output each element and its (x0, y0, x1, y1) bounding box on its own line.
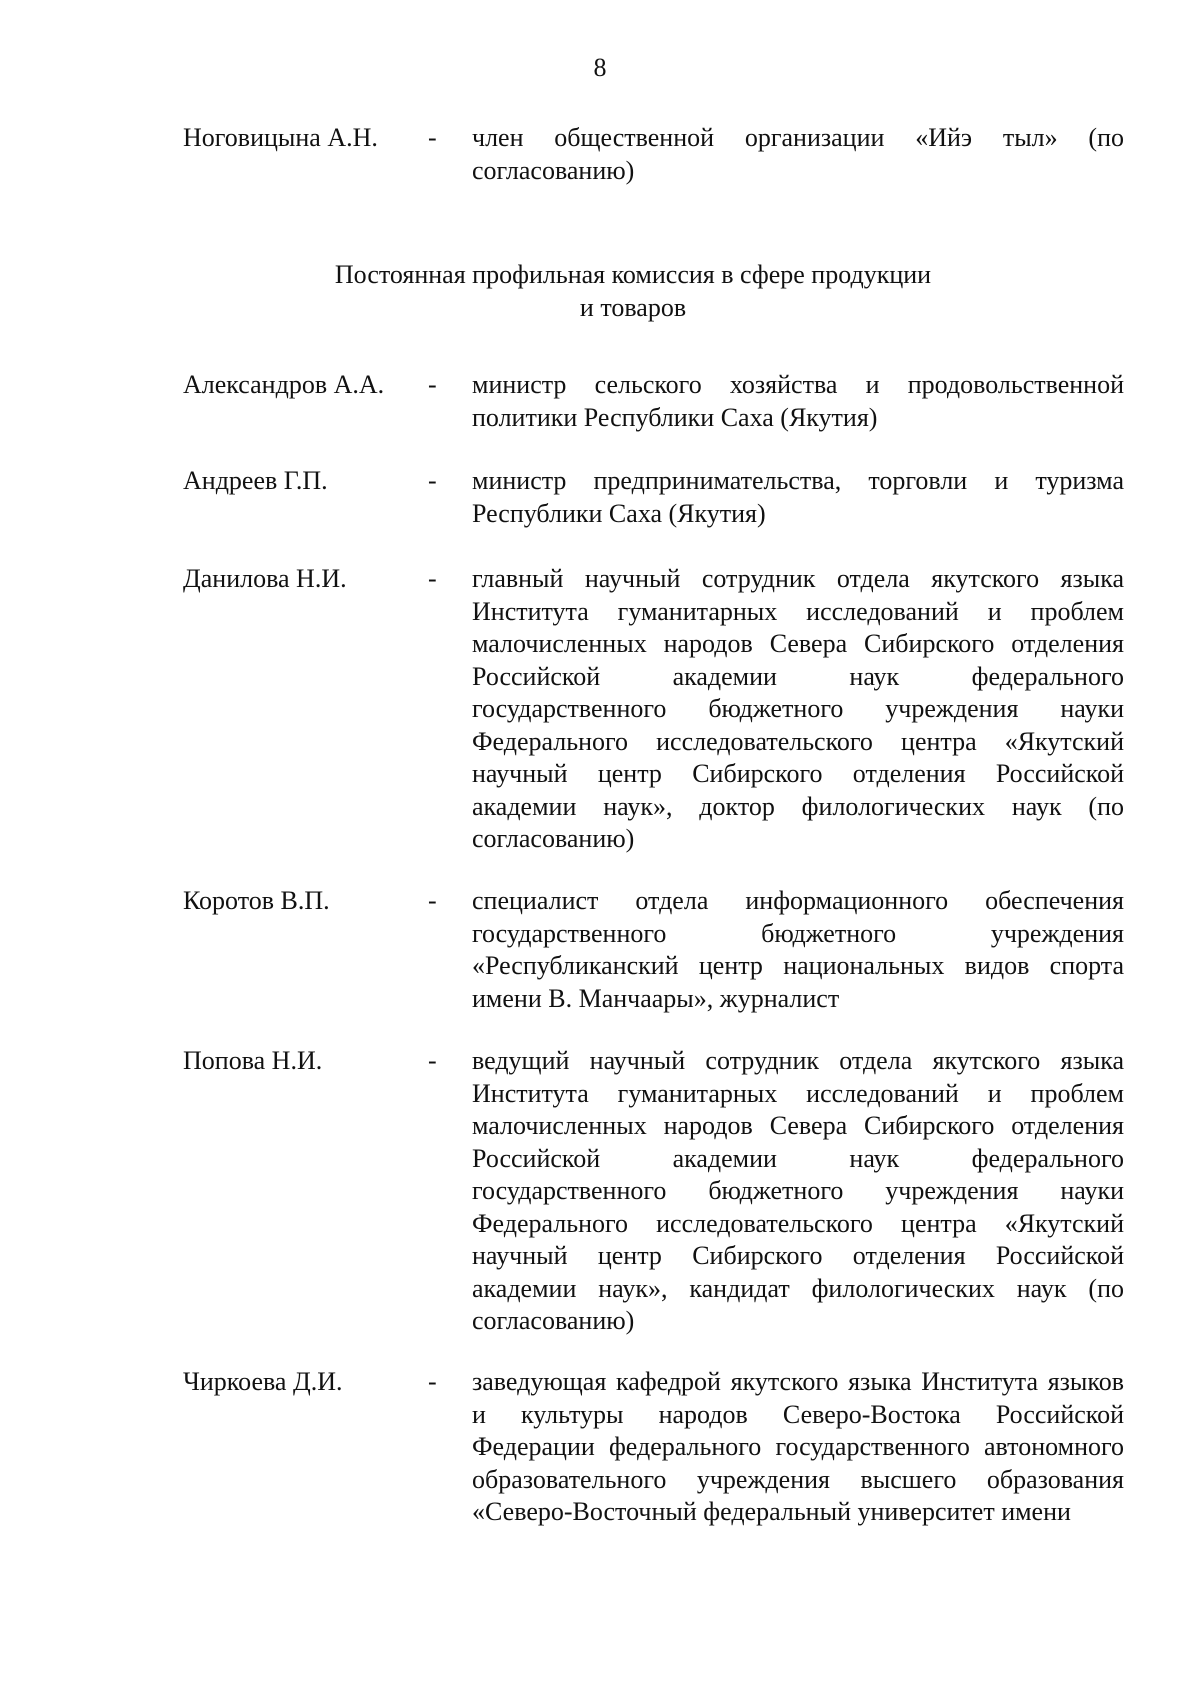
page-number: 8 (593, 53, 607, 82)
commission-title-line2: и товаров (579, 292, 687, 322)
commission-heading (283, 259, 983, 324)
member-description: главный научный сотрудник отдела якутского языка Института гуманитарных исследований и проблем малочисленных народов Севера Сибирского отделения Российской академии наук федерального государственного бюджетного учреждения науки Федерального исследовательского центра «Якутский научный центр Сибирского отделения Российской академии наук», доктор филологических наук (по согласованию) (472, 564, 1124, 853)
member-description: заведующая кафедрой якутского языка Института языков и культуры народов Северо-Востока Российской Федерации федерального государственного автономного образовательного учреждения высшего образования «Северо-Восточный федеральный университет имени (472, 1367, 1124, 1526)
member-description: министр предпринимательства, торговли и туризма Республики Саха (Якутия) (472, 466, 1124, 528)
member-name: Андреев Г.П. (183, 466, 328, 495)
member-description: член общественной организации «Ийэ тыл» (по согласованию) (472, 123, 1124, 185)
member-description: специалист отдела информационного обеспечения государственного бюджетного учреждения «Республиканский центр национальных видов спорта имени В. Манчаары», журналист (472, 886, 1124, 1013)
member-dash: - (428, 370, 437, 399)
member-description: ведущий научный сотрудник отдела якутского языка Института гуманитарных исследований и проблем малочисленных народов Севера Сибирского отделения Российской академии наук федерального государственного бюджетного учреждения науки Федерального исследовательского центра «Якутский научный центр Сибирского отделения Российской академии наук», кандидат филологических наук (по согласованию) (472, 1046, 1124, 1335)
member-dash: - (428, 1367, 437, 1396)
member-dash: - (428, 1046, 437, 1075)
member-dash: - (428, 886, 437, 915)
member-dash: - (428, 564, 437, 593)
member-dash: - (428, 466, 437, 495)
commission-title-line1: Постоянная профильная комиссия в сфере продукции (334, 260, 932, 289)
member-name: Коротов В.П. (183, 886, 330, 915)
member-name: Александров А.А. (183, 370, 385, 399)
member-name: Ноговицына А.Н. (183, 123, 378, 152)
member-name: Данилова Н.И. (183, 564, 347, 593)
member-name: Попова Н.И. (183, 1046, 323, 1075)
member-dash: - (428, 123, 437, 152)
member-description: министр сельского хозяйства и продовольственной политики Республики Саха (Якутия) (472, 370, 1124, 432)
member-name: Чиркоева Д.И. (183, 1367, 343, 1396)
